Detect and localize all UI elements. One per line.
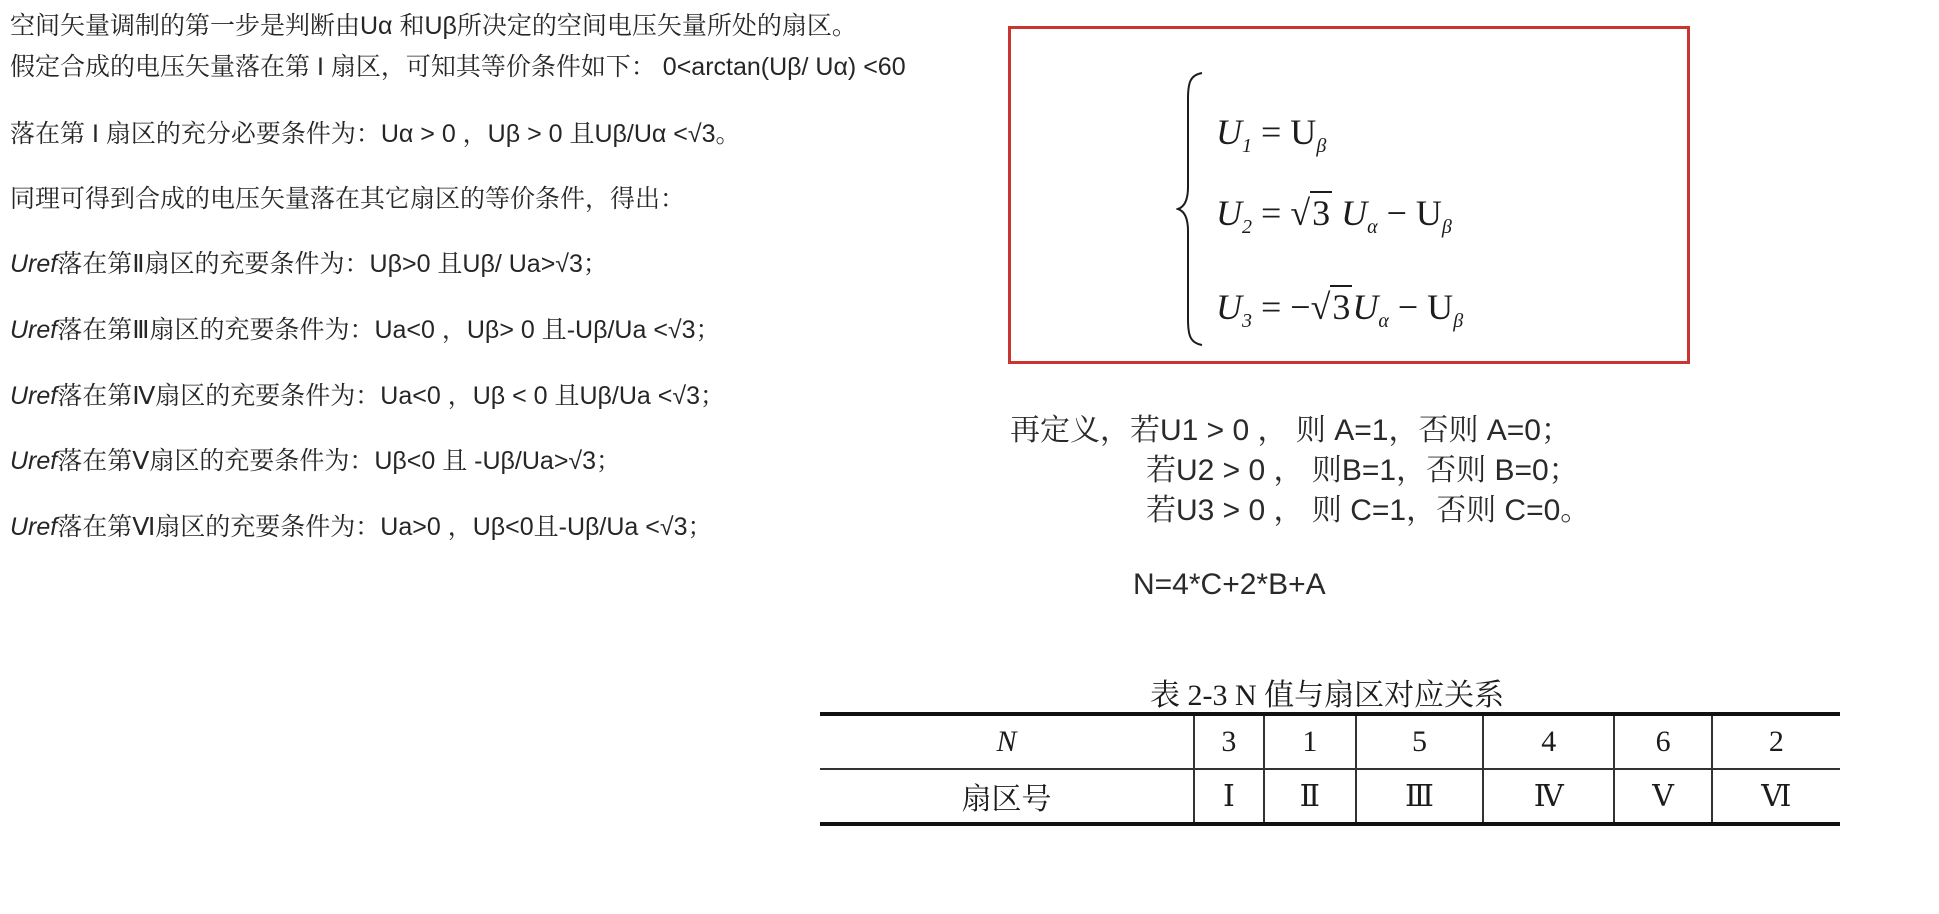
uref-label: Uref (10, 316, 58, 344)
table-caption: 表 2-3 N 值与扇区对应关系 (1150, 679, 1505, 712)
uref-label: Uref (10, 447, 58, 475)
eq-subscript: α (1367, 216, 1378, 238)
sqrt-radicand: 3 (1312, 193, 1331, 233)
definition-line-c: 若U3 > 0 ， 则 C=1，否则 C=0。 (1146, 494, 1591, 527)
uref-label: Uref (10, 250, 58, 278)
eq-symbol: U (1216, 193, 1242, 233)
equation-u1 (1216, 111, 1326, 158)
table-cell: Ⅰ (1194, 769, 1264, 824)
sector5-condition-line (10, 441, 621, 477)
sector-condition-text: 落在第Ⅵ扇区的充要条件为：Ua>0 ，Uβ<0且-Uβ/Ua <√3； (57, 513, 713, 541)
eq-subscript: 1 (1242, 135, 1252, 157)
equation-u3 (1216, 286, 1463, 333)
eq-rhs: = U (1261, 112, 1317, 152)
eq-symbol: U (1216, 112, 1242, 152)
eq-symbol: U (1216, 287, 1242, 327)
eq-symbol: U (1352, 287, 1379, 327)
sector2-condition-line (10, 244, 608, 280)
sector-condition-text: 落在第Ⅲ扇区的充要条件为：Ua<0 ，Uβ> 0 且-Uβ/Ua <√3； (57, 316, 721, 344)
uref-label: Uref (10, 382, 58, 410)
eq-tail: − U (1377, 193, 1442, 233)
table-cell: Ⅲ (1356, 769, 1483, 824)
definition-line-b: 若U2 > 0 ， 则B=1，否则 B=0； (1146, 454, 1579, 487)
sqrt-symbol: √3 (1310, 287, 1351, 327)
eq-symbol: U (1332, 193, 1368, 233)
other-sectors-intro-line: 同理可得到合成的电压矢量落在其它扇区的等价条件，得出： (10, 185, 686, 213)
eq-subscript: 3 (1242, 310, 1252, 332)
intro-line: 空间矢量调制的第一步是判断由Uα 和Uβ所决定的空间电压矢量所处的扇区。 (10, 12, 857, 40)
sqrt-radicand: 3 (1332, 287, 1351, 327)
n-sector-table (820, 712, 1840, 826)
equation-u2 (1216, 192, 1452, 239)
definition-line-a: 再定义，若U1 > 0 ， 则 A=1，否则 A=0； (1010, 414, 1571, 447)
table-cell: 4 (1483, 714, 1614, 769)
sector4-condition-line (10, 376, 725, 412)
sector-condition-text: 落在第Ⅳ扇区的充要条件为：Ua<0 ，Uβ < 0 且Uβ/Ua <√3； (57, 382, 725, 410)
eq-operator: = (1261, 193, 1291, 233)
eq-subscript: 2 (1242, 216, 1252, 238)
sector6-condition-line (10, 507, 712, 543)
sector1-assumption-line: 假定合成的电压矢量落在第 I 扇区，可知其等价条件如下： 0<arctan(Uβ/ Uα) <60 (10, 53, 906, 81)
table-cell: Ⅵ (1761, 779, 1792, 813)
eq-subscript: β (1453, 310, 1464, 332)
table-cell: 1 (1264, 714, 1356, 769)
sector1-condition-line: 落在第 I 扇区的充分必要条件为：Uα > 0 ，Uβ > 0 且Uβ/Uα <√3。 (10, 120, 741, 148)
n-formula: N=4*C+2*B+A (1133, 568, 1326, 601)
row-header: 扇区号 (820, 769, 1194, 824)
sqrt-symbol: √3 (1290, 193, 1331, 233)
table-cell: 5 (1356, 714, 1483, 769)
eq-tail: − U (1388, 287, 1454, 327)
formula-box (1008, 26, 1690, 364)
row-header: N (820, 714, 1194, 769)
eq-subscript: β (1441, 216, 1452, 238)
eq-subscript: α (1378, 310, 1389, 332)
sector-condition-text: 落在第Ⅴ扇区的充要条件为：Uβ<0 且 -Uβ/Ua>√3； (57, 447, 622, 475)
sector3-condition-line (10, 310, 721, 346)
table-cell: Ⅳ (1483, 769, 1614, 824)
table-cell: Ⅴ (1614, 769, 1711, 824)
uref-label: Uref (10, 513, 58, 541)
left-brace-icon (1176, 69, 1206, 349)
table-cell: 6 (1614, 714, 1711, 769)
eq-subscript: β (1316, 135, 1327, 157)
table-row-n (820, 714, 1840, 769)
sector-condition-text: 落在第Ⅱ扇区的充要条件为：Uβ>0 且Uβ/ Ua>√3； (57, 250, 608, 278)
table-cell: 2 (1712, 714, 1840, 769)
table-cell: Ⅱ (1264, 769, 1356, 824)
table-row-sector (820, 769, 1840, 824)
eq-operator: = − (1261, 287, 1311, 327)
table-cell: 3 (1194, 714, 1264, 769)
